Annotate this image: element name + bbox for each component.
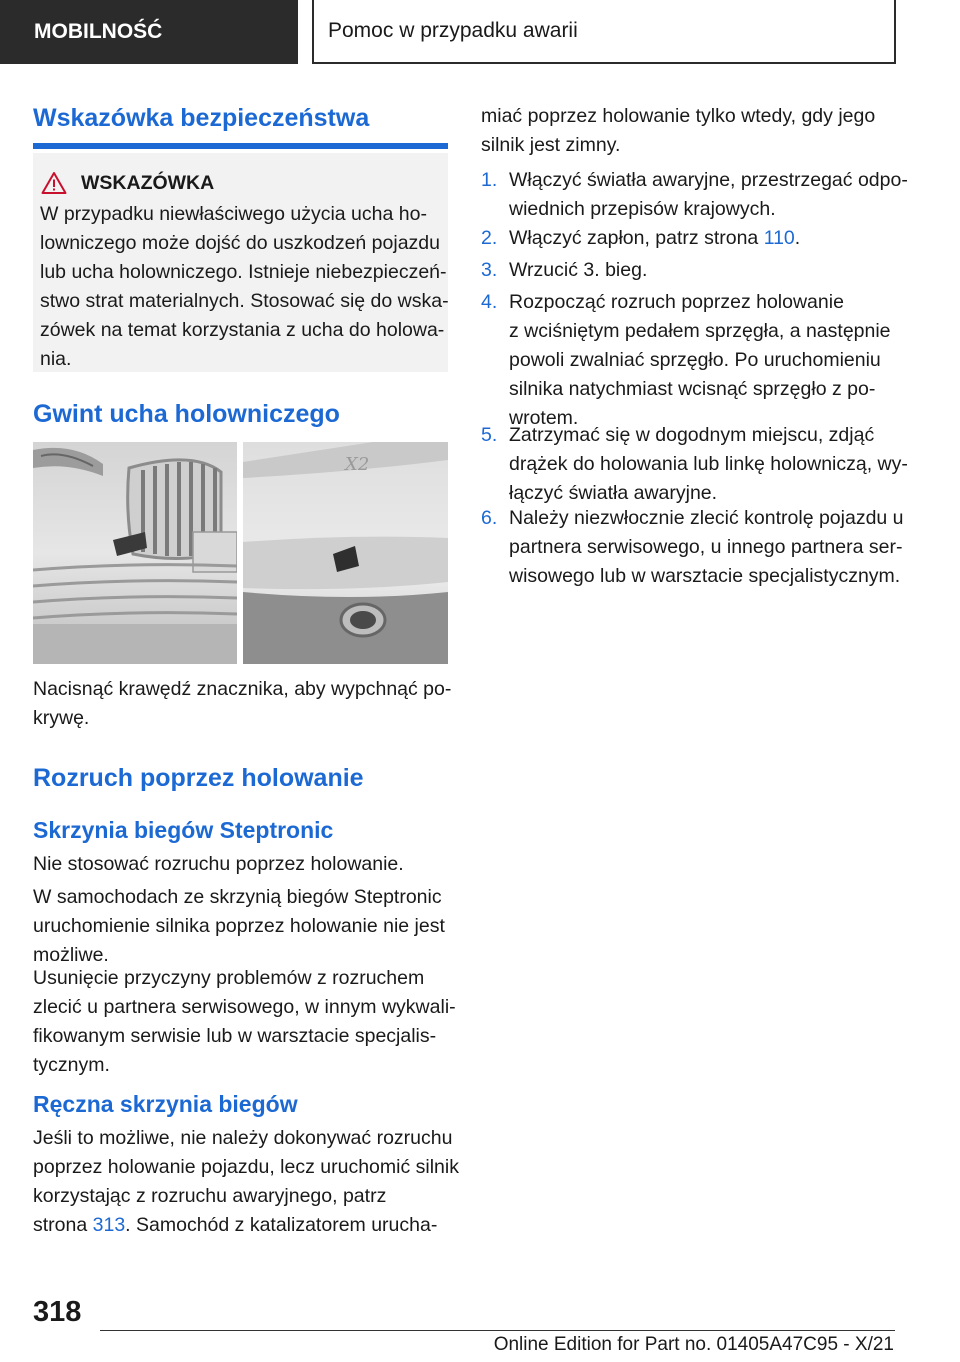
warning-line: nia. xyxy=(40,348,72,370)
section-divider xyxy=(33,143,448,149)
step-number: 3. xyxy=(481,259,498,281)
step-text xyxy=(509,504,904,591)
footer-divider xyxy=(100,1330,895,1331)
chapter-title: Pomoc w przypadku awarii xyxy=(328,19,578,42)
paragraph-line: możliwe. xyxy=(33,944,109,966)
step-number: 1. xyxy=(481,169,498,191)
step-line: powoli zwalniać sprzęgło. Po uruchomieniu xyxy=(509,349,881,371)
step-line: Wrzucić 3. bieg. xyxy=(509,259,648,281)
steptronic-heading: Skrzynia biegów Steptronic xyxy=(33,817,334,843)
step-text xyxy=(509,166,908,224)
warning-line: W przypadku niewłaściwego użycia ucha ho- xyxy=(40,203,427,225)
safety-heading: Wskazówka bezpieczeństwa xyxy=(33,104,370,132)
page-number: 318 xyxy=(33,1296,82,1328)
step-line xyxy=(509,224,800,253)
text-run: strona xyxy=(33,1214,93,1236)
page-link-110[interactable]: 110 xyxy=(763,227,795,249)
paragraph-line: uruchomienie silnika poprzez holowanie nie jest xyxy=(33,915,445,937)
model-badge: X2 xyxy=(345,454,370,475)
tow-start-heading: Rozruch poprzez holowanie xyxy=(33,764,364,792)
warning-line: stwo strat materialnych. Stosować się do wska- xyxy=(40,290,449,312)
chapter-tab xyxy=(312,0,896,64)
warning-line: lub ucha holowniczego. Istnieje niebezpieczeń- xyxy=(40,261,447,283)
step-text xyxy=(509,421,908,508)
paragraph-line: miać poprzez holowanie tylko wtedy, gdy jego xyxy=(481,105,876,127)
manual-heading: Ręczna skrzynia biegów xyxy=(33,1091,298,1117)
edition-note: Online Edition for Part no. 01405A47C95 - X/21 xyxy=(493,1334,894,1355)
step-line: silnika natychmiast wcisnąć sprzęgło z po- xyxy=(509,378,876,400)
tow-eye-cover-figure xyxy=(33,442,448,664)
page-link-313[interactable]: 313 xyxy=(92,1214,126,1236)
warning-title: WSKAZÓWKA xyxy=(81,171,215,194)
caption-line: krywę. xyxy=(33,707,90,729)
manual-paragraph xyxy=(33,1124,459,1240)
step-line: Rozpocząć rozruch poprzez holowanie xyxy=(509,291,844,313)
warning-text xyxy=(40,200,449,374)
step-text xyxy=(509,288,891,433)
paragraph-line: zlecić u partnera serwisowego, w innym wykwali- xyxy=(33,996,456,1018)
caption-line: Nacisnąć krawędź znacznika, aby wypchnąć po- xyxy=(33,678,452,700)
text-run: . Samochód z katalizatorem urucha- xyxy=(125,1214,438,1236)
text-run: Włączyć zapłon, patrz strona xyxy=(509,227,764,249)
steptronic-paragraph-3 xyxy=(33,964,456,1080)
paragraph-line: poprzez holowanie pojazdu, lecz uruchomić silnik xyxy=(33,1156,459,1178)
warning-triangle-icon xyxy=(41,171,67,195)
warning-line: zówek na temat korzystania z ucha do holowa- xyxy=(40,319,445,341)
step-line: drążek do holowania lub linkę holowniczą, wy- xyxy=(509,453,908,475)
step-line: wiednich przepisów krajowych. xyxy=(509,198,776,220)
step-line: Należy niezwłocznie zlecić kontrolę pojazdu u xyxy=(509,507,904,529)
figure-caption xyxy=(33,675,451,733)
step-line: z wciśniętym pedałem sprzęgła, a następnie xyxy=(509,320,891,342)
warning-line: lowniczego może dojść do uszkodzeń pojazdu xyxy=(40,232,440,254)
continued-paragraph xyxy=(481,102,875,160)
step-line: wisowego lub w warsztacie specjalistycznym. xyxy=(509,565,901,587)
step-line: Włączyć światła awaryjne, przestrzegać odpo- xyxy=(509,169,908,191)
step-number: 2. xyxy=(481,227,498,249)
paragraph-line: Jeśli to możliwe, nie należy dokonywać rozruchu xyxy=(33,1127,453,1149)
paragraph-line: tycznym. xyxy=(33,1054,110,1076)
step-line: wrotem. xyxy=(509,407,579,429)
step-line: łączyć światła awaryjne. xyxy=(509,482,718,504)
step-number: 6. xyxy=(481,507,498,529)
step-number: 4. xyxy=(481,291,498,313)
warning-box xyxy=(33,153,448,372)
paragraph-line: Nie stosować rozruchu poprzez holowanie. xyxy=(33,853,404,875)
paragraph-line: fikowanym serwisie lub w warsztacie specjalis- xyxy=(33,1025,437,1047)
step-number: 5. xyxy=(481,424,498,446)
paragraph-line xyxy=(33,1211,459,1240)
paragraph-line: W samochodach ze skrzynią biegów Steptronic xyxy=(33,886,442,908)
step-line: partnera serwisowego, u innego partnera ser- xyxy=(509,536,903,558)
section-title: MOBILNOŚĆ xyxy=(34,20,163,43)
paragraph-line: Usunięcie przyczyny problemów z rozruchem xyxy=(33,967,425,989)
text-run: . xyxy=(794,227,801,249)
step-line: Zatrzymać się w dogodnym miejscu, zdjąć xyxy=(509,424,875,446)
car-bumper-illustration xyxy=(33,442,448,664)
step-text xyxy=(509,224,800,253)
paragraph-line: korzystając z rozruchu awaryjnego, patrz xyxy=(33,1185,387,1207)
tow-thread-heading: Gwint ucha holowniczego xyxy=(33,400,340,428)
steptronic-paragraph-1 xyxy=(33,850,404,879)
step-text xyxy=(509,256,647,285)
steptronic-paragraph-2 xyxy=(33,883,445,970)
paragraph-line: silnik jest zimny. xyxy=(481,134,621,156)
section-tab xyxy=(0,0,298,64)
warning-header xyxy=(41,171,214,195)
